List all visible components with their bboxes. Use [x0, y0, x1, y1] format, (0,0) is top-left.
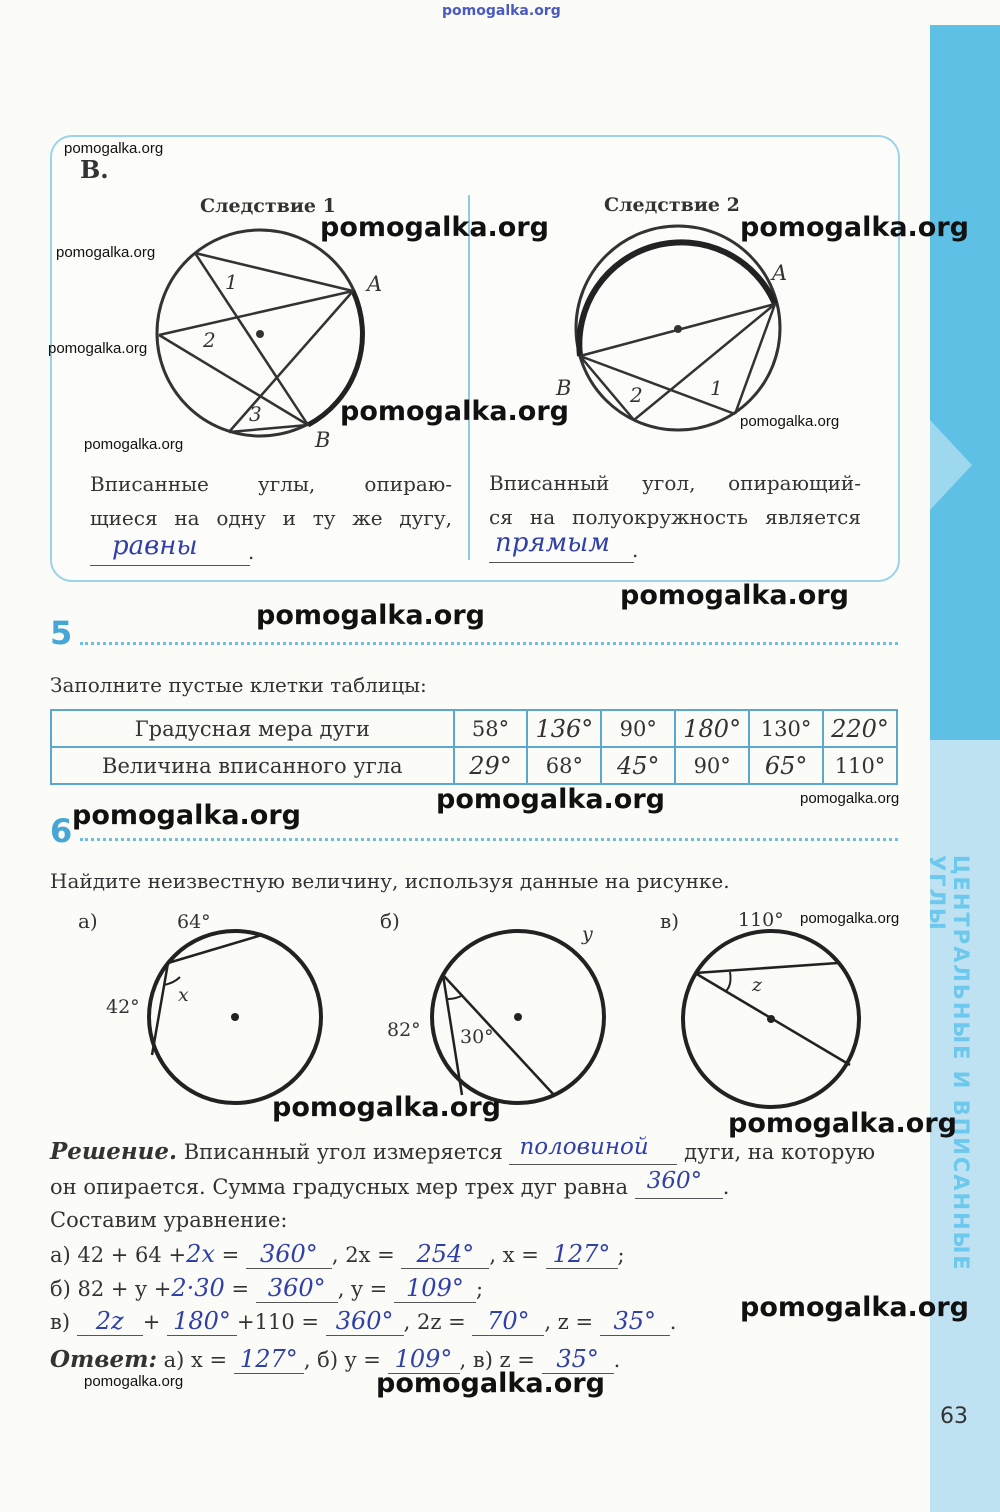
chord [229, 291, 353, 432]
point-label-a: A [772, 261, 788, 285]
center-point [514, 1013, 522, 1021]
eq-c-text: , z = [544, 1310, 594, 1334]
watermark: pomogalka.org [740, 212, 969, 243]
eq-a-text: , 2x = [331, 1243, 395, 1267]
chord [159, 335, 308, 425]
watermark: pomogalka.org [620, 580, 849, 611]
watermark: pomogalka.org [272, 1092, 501, 1123]
eq-a-hand-3: 254° [416, 1240, 475, 1268]
figure-a-arc-label: 64° [177, 911, 211, 933]
row1-cell-2: 136° [527, 710, 601, 747]
row2-cell-3: 45° [601, 747, 675, 784]
corollary-2-text-line2: ся на полуокружность является [489, 505, 861, 529]
eq-a-text: а) 42 + 64 + [50, 1243, 187, 1267]
corollary-1-text-line2: щиеся на одну и ту же дугу, [90, 506, 452, 530]
figure-c-arc-label: 110° [738, 909, 784, 931]
angle-arc [448, 995, 463, 999]
watermark: pomogalka.org [740, 413, 840, 430]
eq-c-hand-5: 35° [613, 1307, 657, 1335]
corollary-2-text-line1: Вписанный угол, опирающий- [489, 471, 861, 495]
eq-c-hand-3: 360° [335, 1307, 394, 1335]
watermark: pomogalka.org [376, 1368, 605, 1399]
eq-b-hand-1: 2·30 [171, 1274, 225, 1302]
point-label-b: B [315, 428, 331, 452]
solution-line-2 [50, 1168, 730, 1199]
angle-label-3: 3 [249, 402, 262, 426]
eq-c-text: . [669, 1310, 677, 1334]
corollary-1-text-line1: Вписанные углы, опираю- [90, 472, 452, 496]
row2-cell-1: 29° [454, 747, 528, 784]
watermark: pomogalka.org [64, 140, 164, 157]
eq-c-hand-1: 2z [95, 1307, 124, 1335]
eq-b-text: ; [475, 1277, 484, 1301]
task-6-instruction: Найдите неизвестную величину, используя данные на рисунке. [50, 869, 730, 893]
center-point [231, 1013, 239, 1021]
eq-a-hand-4: 127° [552, 1240, 611, 1268]
watermark: pomogalka.org [320, 212, 549, 243]
corollary-1-answer-line [90, 531, 250, 566]
eq-b-hand-3: 109° [406, 1274, 464, 1302]
diameter [580, 304, 775, 356]
task-5-divider [80, 642, 898, 645]
solution-line1-blank [509, 1134, 677, 1165]
row1-cell-4: 180° [675, 710, 749, 747]
figure-b-angle-label: 30° [460, 1026, 494, 1048]
watermark: pomogalka.org [340, 396, 569, 427]
row2-cell-4: 90° [675, 747, 749, 784]
row2-cell-2: 68° [527, 747, 601, 784]
solution-line2-end: . [722, 1175, 730, 1199]
task-5-number: 5 [50, 614, 73, 652]
point-label-a: A [367, 272, 383, 296]
center-point [256, 330, 264, 338]
side-tab-title: ЦЕНТРАЛЬНЫЕ И ВПИСАННЫЕ УГЛЫ [925, 855, 973, 1272]
figure-c-unknown: z [752, 974, 763, 996]
watermark: pomogalka.org [740, 1292, 969, 1323]
figure-b-arc-label: 82° [387, 1019, 421, 1041]
figure-b-unknown: y [582, 923, 593, 945]
eq-b-text: = [231, 1277, 250, 1301]
watermark: pomogalka.org [800, 790, 900, 807]
figure-a-arc-label-2: 42° [106, 996, 140, 1018]
eq-a-hand-2: 360° [259, 1240, 318, 1268]
solution-line1-b: дуги, на которую [684, 1140, 876, 1164]
corollary-2-answer-line [489, 528, 634, 563]
eq-c-text: + [142, 1310, 161, 1334]
answer-word: Ответ: [50, 1346, 157, 1373]
solution-line1-answer: половиной [519, 1134, 649, 1160]
figure-b-label: б) [380, 909, 400, 933]
eq-b-text: , y = [337, 1277, 388, 1301]
corollary-2-title: Следствие 2 [604, 194, 740, 216]
eq-a-text: , x = [489, 1243, 539, 1267]
eq-c-hand-4: 70° [487, 1307, 530, 1335]
chord [695, 963, 838, 973]
answer-end: . [613, 1348, 621, 1372]
row2-cell-5: 65° [749, 747, 823, 784]
figure-c-diagram [670, 905, 880, 1115]
answer-a-value: 127° [239, 1345, 298, 1373]
panel-divider [468, 195, 470, 560]
angle-label-2: 2 [630, 383, 643, 407]
answer-c-text: , в) z = [459, 1348, 535, 1372]
section-letter: В. [80, 155, 109, 184]
watermark: pomogalka.org [436, 784, 665, 815]
answer-a-text: а) x = [163, 1348, 228, 1372]
angle-arc [726, 972, 731, 991]
corollary-2-end: . [632, 538, 639, 562]
semicircle-arc [579, 242, 775, 356]
watermark: pomogalka.org [728, 1108, 957, 1139]
eq-c-text: , 2z = [403, 1310, 466, 1334]
row2-cell-6: 110° [823, 747, 897, 784]
solution-line2-blank [635, 1168, 723, 1199]
eq-b-text: б) 82 + y + [50, 1277, 172, 1301]
equation-a [50, 1240, 625, 1269]
chord [159, 291, 353, 335]
watermark: pomogalka.org [72, 800, 301, 831]
watermark: pomogalka.org [56, 244, 156, 261]
equation-b [50, 1274, 483, 1303]
angle-label-1: 1 [710, 376, 723, 400]
page-number: 63 [940, 1404, 968, 1429]
task-6-divider [80, 838, 898, 841]
eq-a-hand-1: 2x [186, 1240, 215, 1268]
solution-line-1 [50, 1134, 876, 1165]
task-6-number: 6 [50, 812, 73, 850]
corollary-1-end: . [248, 540, 255, 564]
figure-c-label: в) [660, 909, 680, 933]
task-5-instruction: Заполните пустые клетки таблицы: [50, 673, 427, 697]
table-row [51, 747, 897, 784]
eq-a-text: = [221, 1243, 240, 1267]
corollary-1-title: Следствие 1 [200, 195, 336, 217]
solution-line1-a: Вписанный угол измеряется [183, 1140, 503, 1164]
solution-line-3: Составим уравнение: [50, 1208, 288, 1232]
solution-line2-answer: 360° [646, 1168, 703, 1194]
figure-a-diagram [100, 905, 340, 1115]
eq-c-hand-2: 180° [173, 1307, 231, 1335]
row1-header: Градусная мера дуги [51, 710, 454, 747]
eq-a-text: ; [617, 1243, 625, 1267]
watermark: pomogalka.org [84, 436, 184, 453]
watermark: pomogalka.org [48, 340, 148, 357]
equation-c [50, 1307, 676, 1336]
eq-c-text: +110 = [237, 1310, 319, 1334]
row1-cell-1: 58° [454, 710, 528, 747]
answer-b-text: , б) y = [303, 1348, 381, 1372]
solution-line2-a: он опирается. Сумма градусных мер трех дуг равна [50, 1175, 629, 1199]
task-5-table [50, 709, 898, 785]
watermark-top: pomogalka.org [442, 3, 561, 19]
side-arrow-icon [930, 420, 975, 510]
corollary-2-answer: прямым [495, 528, 610, 558]
answer-b-value: 109° [394, 1345, 453, 1373]
angle-label-2: 2 [203, 328, 216, 352]
watermark: pomogalka.org [256, 600, 485, 631]
eq-c-text: в) [50, 1310, 71, 1334]
watermark: pomogalka.org [800, 910, 900, 927]
eq-b-hand-2: 360° [267, 1274, 326, 1302]
watermark: pomogalka.org [84, 1373, 184, 1390]
side-tab-accent [930, 25, 1000, 740]
figure-b-diagram [380, 905, 620, 1115]
angle-label-1: 1 [225, 270, 238, 294]
figure-a-unknown: x [178, 984, 189, 1006]
answer-c-value: 35° [556, 1345, 599, 1373]
row2-header: Величина вписанного угла [51, 747, 454, 784]
corollary-1-answer: равны [112, 531, 198, 561]
row1-cell-3: 90° [601, 710, 675, 747]
figure-a-label: а) [78, 909, 98, 933]
chord [695, 973, 850, 1065]
point-label-b: B [556, 376, 572, 400]
row1-cell-6: 220° [823, 710, 897, 747]
row1-cell-5: 130° [749, 710, 823, 747]
table-row [51, 710, 897, 747]
solution-word: Решение. [50, 1138, 178, 1165]
